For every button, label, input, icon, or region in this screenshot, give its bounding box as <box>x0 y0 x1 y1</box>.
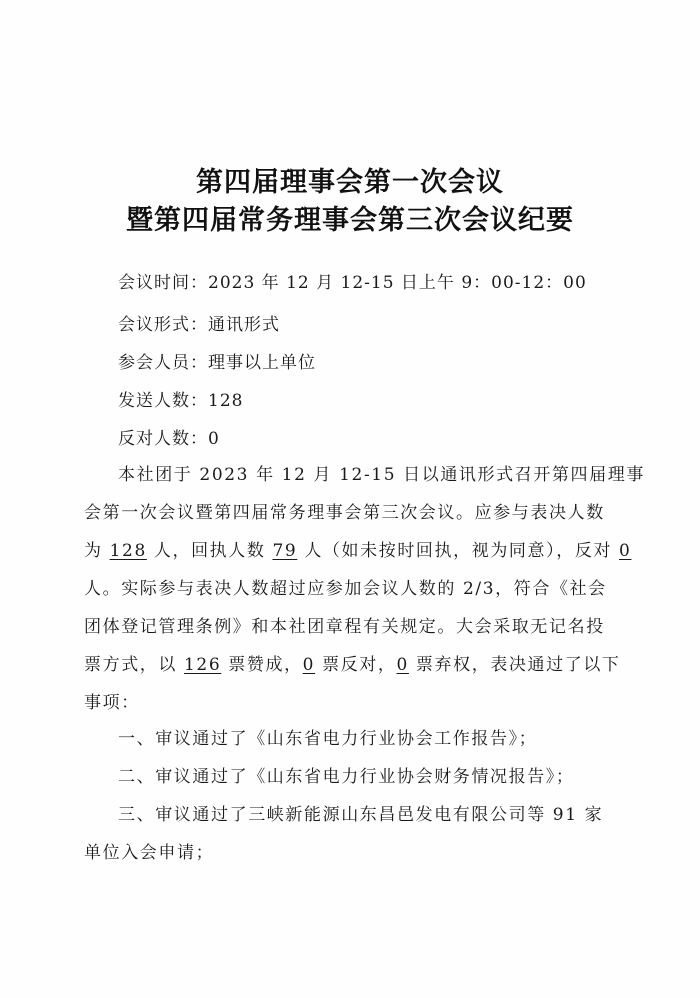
document-title-line-2: 暨第四届常务理事会第三次会议纪要 <box>126 205 574 236</box>
meta-opposed-count <box>118 424 220 449</box>
text-run: 票弃权，表决通过了以下 <box>408 655 621 675</box>
text-run: 人（如未按时回执，视为同意），反对 <box>297 541 620 561</box>
resolution-item-3-continued: 单位入会申请； <box>84 843 215 863</box>
underlined-value: 0 <box>302 655 316 675</box>
paragraph-line: 人。实际参与表决人数超过应参加会议人数的 2/3，符合《社会 <box>84 579 607 599</box>
meta-value: 128 <box>208 391 244 411</box>
paragraph-line: 事项： <box>84 693 140 713</box>
meta-key: 会议形式： <box>118 315 208 335</box>
resolution-item-2: 二、审议通过了《山东省电力行业协会财务情况报告》； <box>118 767 575 787</box>
underlined-value: 0 <box>619 541 632 561</box>
meta-value: 通讯形式 <box>208 315 280 335</box>
meta-sent-count <box>118 386 243 411</box>
text-run: 票反对， <box>315 655 397 675</box>
meta-key: 发送人数： <box>118 391 208 411</box>
meta-value: 理事以上单位 <box>208 353 316 373</box>
paragraph-line <box>84 650 630 675</box>
meta-meeting-format <box>118 310 280 335</box>
resolution-item-1: 一、审议通过了《山东省电力行业协会工作报告》； <box>118 729 538 749</box>
paragraph-line: 团体登记管理条例》和本社团章程有关规定。大会采取无记名投 <box>84 617 605 637</box>
text-run: 票方式，以 <box>84 655 185 675</box>
meta-value: 0 <box>208 429 220 449</box>
text-run: 为 <box>84 541 110 561</box>
document-title-line-1: 第四届理事会第一次会议 <box>196 167 504 198</box>
underlined-value: 79 <box>272 541 298 561</box>
meta-key: 反对人数： <box>118 429 208 449</box>
underlined-value: 126 <box>184 655 222 675</box>
underlined-value: 128 <box>109 541 147 561</box>
resolution-item-3: 三、审议通过了三峡新能源山东昌邑发电有限公司等 91 家 <box>118 805 604 825</box>
paragraph-line <box>84 536 630 561</box>
meta-key: 参会人员： <box>118 353 208 373</box>
meta-value: 2023 年 12 月 12-15 日上午 9：00-12：00 <box>208 273 587 293</box>
text-run: 人，回执人数 <box>146 541 273 561</box>
meta-attendees <box>118 348 316 373</box>
underlined-value: 0 <box>396 655 409 675</box>
text-run: 票赞成， <box>221 655 303 675</box>
paragraph-line: 本社团于 2023 年 12 月 12-15 日以通讯形式召开第四届理事 <box>118 465 645 485</box>
meta-meeting-time <box>118 268 587 293</box>
meta-key: 会议时间： <box>118 273 208 293</box>
paragraph-line: 会第一次会议暨第四届常务理事会第三次会议。应参与表决人数 <box>84 503 605 523</box>
